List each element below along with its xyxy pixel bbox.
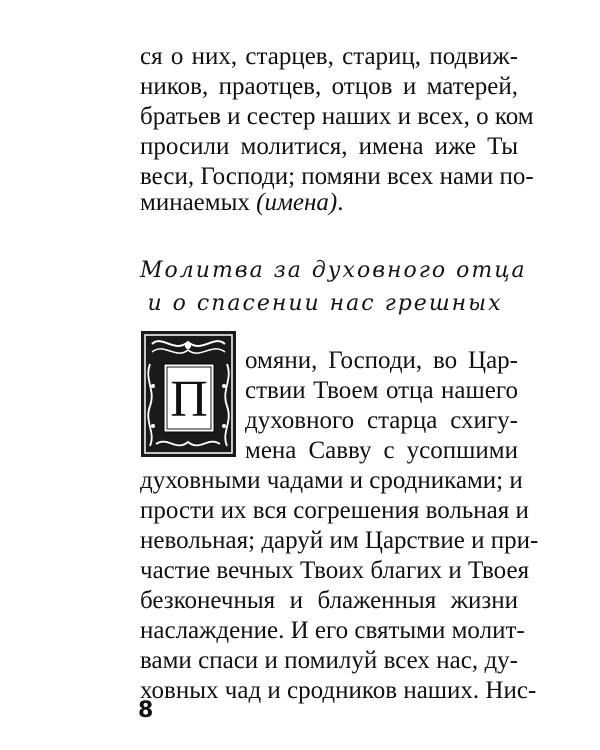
section-heading-line-2: и о спасении нас грешных xyxy=(147,291,503,316)
text-segment: . xyxy=(337,189,344,216)
text-line: частие вечных Твоих благих и Твоея xyxy=(140,557,530,584)
text-line: безконечныя и блаженныя жизни xyxy=(140,587,518,614)
text-line: духовными чадами и сродниками; и xyxy=(140,467,523,494)
text-line: ствии Твоем отца нашего xyxy=(245,377,518,404)
text-line-last xyxy=(140,188,344,218)
text-line: просили молитися, имена иже Ты xyxy=(140,133,518,160)
italic-note: (имена) xyxy=(256,189,338,216)
text-line: невольная; даруй им Царствие и при- xyxy=(140,527,539,554)
page-number: 8 xyxy=(138,698,154,723)
text-line: духовного старца схигу- xyxy=(245,407,518,434)
text-line: братьев и сестер наших и всех, о ком xyxy=(140,103,534,130)
text-segment: минаемых xyxy=(140,189,257,216)
section-heading-line-1: Молитва за духовного отца xyxy=(140,258,527,283)
text-line: веси, Господи; помяни всех нами по- xyxy=(140,163,534,190)
text-line: наслаждение. И его святыми молит- xyxy=(140,617,525,644)
drop-cap xyxy=(140,330,237,458)
text-line: вами спаси и помилуй всех нас, ду- xyxy=(140,647,518,674)
text-line: прости их вся согрешения вольная и xyxy=(140,497,529,524)
text-line: ников, праотцев, отцов и матерей, xyxy=(140,73,518,100)
text-line: омяни, Господи, во Цар- xyxy=(245,347,518,374)
text-line: ховных чад и сродников наших. Нис- xyxy=(140,677,537,704)
text-line: ся о них, старцев, стариц, подвиж- xyxy=(140,43,518,70)
drop-cap-ornament-icon xyxy=(140,330,237,458)
drop-cap-letter: П xyxy=(170,371,208,428)
text-line: мена Савву с усопшими xyxy=(245,437,518,464)
